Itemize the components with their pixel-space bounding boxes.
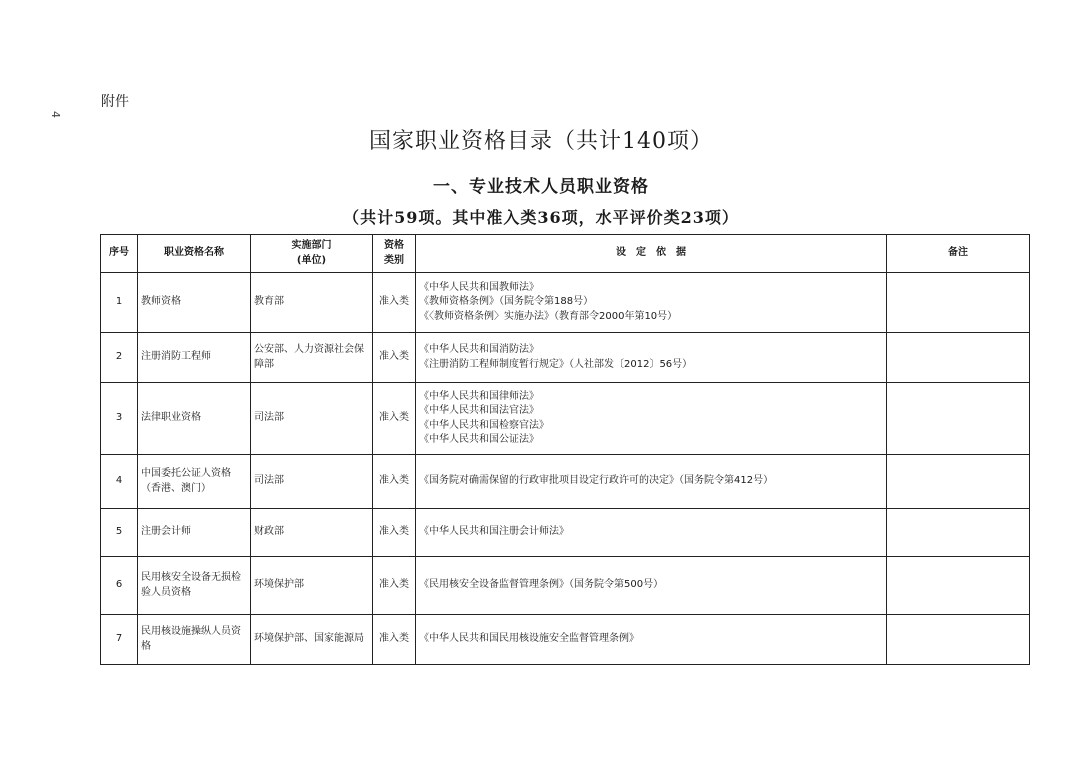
row-no: 4 bbox=[101, 455, 138, 509]
row-no: 6 bbox=[101, 557, 138, 615]
row-dept: 财政部 bbox=[251, 509, 373, 557]
basis-line: 《中华人民共和国注册会计师法》 bbox=[419, 526, 569, 538]
header-dept bbox=[251, 235, 373, 273]
table-row bbox=[101, 509, 1030, 557]
row-no: 2 bbox=[101, 333, 138, 383]
row-type: 准入类 bbox=[373, 615, 416, 665]
row-basis bbox=[416, 557, 887, 615]
basis-line: 《民用核安全设备监督管理条例》（国务院令第500号） bbox=[419, 579, 664, 591]
row-notes bbox=[887, 557, 1030, 615]
basis-line: 《〈教师资格条例〉实施办法》（教育部令2000年第10号） bbox=[419, 310, 678, 322]
row-dept: 教育部 bbox=[251, 273, 373, 333]
qualification-table bbox=[100, 234, 1030, 665]
table-row bbox=[101, 557, 1030, 615]
row-basis bbox=[416, 383, 887, 455]
table-row bbox=[101, 383, 1030, 455]
row-name: 民用核安全设备无损检验人员资格 bbox=[138, 557, 251, 615]
header-notes: 备注 bbox=[887, 235, 1030, 273]
basis-line: 《中华人民共和国公证法》 bbox=[419, 434, 539, 445]
row-type: 准入类 bbox=[373, 333, 416, 383]
header-dept-line1: 实施部门 bbox=[291, 240, 332, 251]
row-notes bbox=[887, 455, 1030, 509]
header-no: 序号 bbox=[101, 235, 138, 273]
table-row bbox=[101, 455, 1030, 509]
basis-line: 《中华人民共和国法官法》 bbox=[419, 405, 539, 416]
row-type: 准入类 bbox=[373, 455, 416, 509]
row-dept: 司法部 bbox=[251, 383, 373, 455]
row-dept: 环境保护部 bbox=[251, 557, 373, 615]
row-notes bbox=[887, 509, 1030, 557]
row-type: 准入类 bbox=[373, 383, 416, 455]
table-row bbox=[101, 615, 1030, 665]
basis-line: 《中华人民共和国民用核设施安全监督管理条例》 bbox=[419, 633, 639, 645]
basis-line: 《国务院对确需保留的行政审批项目设定行政许可的决定》（国务院令第412号） bbox=[419, 475, 774, 487]
page-title: 国家职业资格目录（共计140项） bbox=[369, 129, 713, 154]
row-type: 准入类 bbox=[373, 273, 416, 333]
row-no: 1 bbox=[101, 273, 138, 333]
row-no: 7 bbox=[101, 615, 138, 665]
row-dept: 公安部、人力资源社会保障部 bbox=[251, 333, 373, 383]
header-type-line1: 资格 bbox=[384, 240, 404, 251]
basis-line: 《中华人民共和国消防法》 bbox=[419, 344, 539, 355]
header-dept-line2: (单位) bbox=[296, 254, 327, 266]
row-name: 注册会计师 bbox=[138, 509, 251, 557]
header-basis: 设 定 依 据 bbox=[416, 235, 887, 273]
margin-mark: 4 bbox=[49, 111, 62, 118]
row-name: 法律职业资格 bbox=[138, 383, 251, 455]
row-notes bbox=[887, 383, 1030, 455]
row-name: 教师资格 bbox=[138, 273, 251, 333]
row-no: 5 bbox=[101, 509, 138, 557]
section-summary: （共计59项。其中准入类36项，水平评价类23项） bbox=[343, 208, 739, 227]
row-name: 注册消防工程师 bbox=[138, 333, 251, 383]
basis-line: 《中华人民共和国检察官法》 bbox=[419, 419, 549, 431]
section-title: 一、专业技术人员职业资格 bbox=[433, 177, 649, 197]
row-basis bbox=[416, 455, 887, 509]
basis-line: 《中华人民共和国教师法》 bbox=[419, 281, 539, 293]
row-name: 民用核设施操纵人员资格 bbox=[138, 615, 251, 665]
row-no: 3 bbox=[101, 383, 138, 455]
row-notes bbox=[887, 333, 1030, 383]
row-basis bbox=[416, 509, 887, 557]
header-type bbox=[373, 235, 416, 273]
header-type-line2: 类别 bbox=[384, 254, 404, 266]
row-notes bbox=[887, 615, 1030, 665]
row-notes bbox=[887, 273, 1030, 333]
table-row bbox=[101, 273, 1030, 333]
table-header-row bbox=[101, 235, 1030, 273]
row-basis bbox=[416, 333, 887, 383]
row-type: 准入类 bbox=[373, 509, 416, 557]
header-name: 职业资格名称 bbox=[138, 235, 251, 273]
row-type: 准入类 bbox=[373, 557, 416, 615]
row-basis bbox=[416, 615, 887, 665]
basis-line: 《中华人民共和国律师法》 bbox=[419, 390, 539, 402]
row-basis bbox=[416, 273, 887, 333]
row-dept: 环境保护部、国家能源局 bbox=[251, 615, 373, 665]
attachment-label: 附件 bbox=[101, 94, 129, 110]
row-name: 中国委托公证人资格（香港、澳门） bbox=[138, 455, 251, 509]
table-row bbox=[101, 333, 1030, 383]
row-dept: 司法部 bbox=[251, 455, 373, 509]
basis-line: 《注册消防工程师制度暂行规定》（人社部发〔2012〕56号） bbox=[419, 358, 693, 370]
basis-line: 《教师资格条例》（国务院令第188号） bbox=[419, 296, 594, 308]
